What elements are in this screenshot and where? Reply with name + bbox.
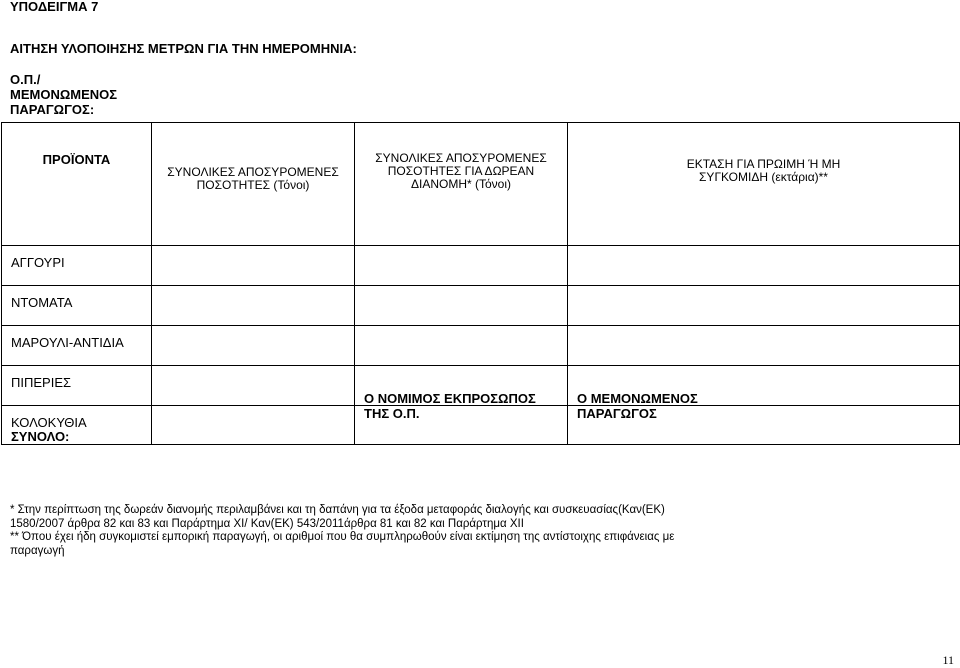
- header-line: ΣΥΝΟΛΙΚΕΣ ΑΠΟΣΥΡΟΜΕΝΕΣ: [375, 151, 547, 165]
- total-label: ΣΥΝΟΛΟ:: [11, 429, 70, 444]
- row-label-zucchini-total: [2, 406, 152, 445]
- individual-producer-signature: [577, 391, 698, 421]
- header-line: ΣΥΓΚΟΜΙΔΗ (εκτάρια)**: [699, 170, 828, 184]
- footnotes: [10, 504, 950, 558]
- row-label-lettuce-endive: ΜΑΡΟΥΛΙ-ΑΝΤΙΔΙΑ: [2, 326, 152, 366]
- free-distribution-cell[interactable]: [355, 246, 568, 286]
- header-line: ΔΙΑΝΟΜΗ* (Τόνοι): [410, 177, 512, 191]
- document-title: ΥΠΟΔΕΙΓΜΑ 7: [10, 0, 99, 14]
- withdrawn-quantity-cell[interactable]: [152, 406, 355, 445]
- page-number: 11: [942, 653, 954, 667]
- harvest-area-cell[interactable]: [568, 246, 960, 286]
- signature-line: Ο ΝΟΜΙΜΟΣ ΕΚΠΡΟΣΩΠΟΣ: [364, 391, 536, 406]
- signature-line: ΠΑΡΑΓΩΓΟΣ: [577, 406, 657, 421]
- request-subtitle: ΑΙΤΗΣΗ ΥΛΟΠΟΙΗΣΗΣ ΜΕΤΡΩΝ ΓΙΑ ΤΗΝ ΗΜΕΡΟΜΗΝΙΑ:: [10, 41, 357, 56]
- withdrawn-quantity-cell[interactable]: [152, 366, 355, 406]
- row-label-tomato: ΝΤΟΜΑΤΑ: [2, 286, 152, 326]
- withdrawn-quantity-cell[interactable]: [152, 286, 355, 326]
- table-row: [2, 326, 960, 366]
- footnote-line: 1580/2007 άρθρα 82 και 83 και Παράρτημα XI/ Καν(ΕΚ) 543/2011άρθρα 81 και 82 και Παράρτημα XII: [10, 517, 524, 530]
- row-label-peppers: ΠΙΠΕΡΙΕΣ: [2, 366, 152, 406]
- free-distribution-cell[interactable]: [355, 326, 568, 366]
- producer-label-line: ΜΕΜΟΝΩΜΕΝΟΣ: [10, 87, 118, 102]
- footnote-line: * Στην περίπτωση της δωρεάν διανομής περιλαμβάνει και τη δαπάνη για τα έξοδα μεταφοράς διαλογής και συσκευασίας(Καν(ΕΚ): [10, 504, 665, 516]
- header-withdrawn-quantities: [152, 123, 355, 246]
- header-line: ΠΟΣΟΤΗΤΕΣ ΓΙΑ ΔΩΡΕΑΝ: [387, 164, 535, 178]
- harvest-area-cell[interactable]: [568, 326, 960, 366]
- withdrawn-quantity-cell[interactable]: [152, 246, 355, 286]
- header-line: ΕΚΤΑΣΗ ΓΙΑ ΠΡΩΙΜΗ Ή ΜΗ: [686, 157, 841, 171]
- producer-label-line: Ο.Π./: [10, 72, 41, 87]
- table-row: [2, 286, 960, 326]
- producer-label: [10, 72, 150, 117]
- row-label-zucchini: ΚΟΛΟΚΥΘΙΑ: [11, 415, 87, 430]
- header-line: ΠΟΣΟΤΗΤΕΣ (Τόνοι): [196, 178, 310, 192]
- producer-label-line: ΠΑΡΑΓΩΓΟΣ:: [10, 102, 95, 117]
- free-distribution-cell[interactable]: [355, 286, 568, 326]
- header-free-distribution-quantities: [355, 123, 568, 246]
- harvest-area-cell[interactable]: [568, 286, 960, 326]
- withdrawn-quantity-cell[interactable]: [152, 326, 355, 366]
- signature-line: ΤΗΣ Ο.Π.: [364, 406, 420, 421]
- header-products: ΠΡΟΪΟΝΤΑ: [2, 123, 152, 246]
- header-harvest-area: [568, 123, 960, 246]
- table-row: [2, 246, 960, 286]
- footnote-line: ** Όπου έχει ήδη συγκομιστεί εμπορική παραγωγή, οι αριθμοί που θα συμπληρωθούν είναι εκτίμηση της αντίστοιχης επιφάνειας με: [10, 531, 675, 543]
- header-line: ΣΥΝΟΛΙΚΕΣ ΑΠΟΣΥΡΟΜΕΝΕΣ: [167, 165, 339, 179]
- row-label-cucumber: ΑΓΓΟΥΡΙ: [2, 246, 152, 286]
- table-header-row: [2, 123, 960, 246]
- footnote-line: παραγωγή: [10, 544, 65, 557]
- signature-line: Ο ΜΕΜΟΝΩΜΕΝΟΣ: [577, 391, 698, 406]
- legal-representative-signature: [364, 391, 536, 421]
